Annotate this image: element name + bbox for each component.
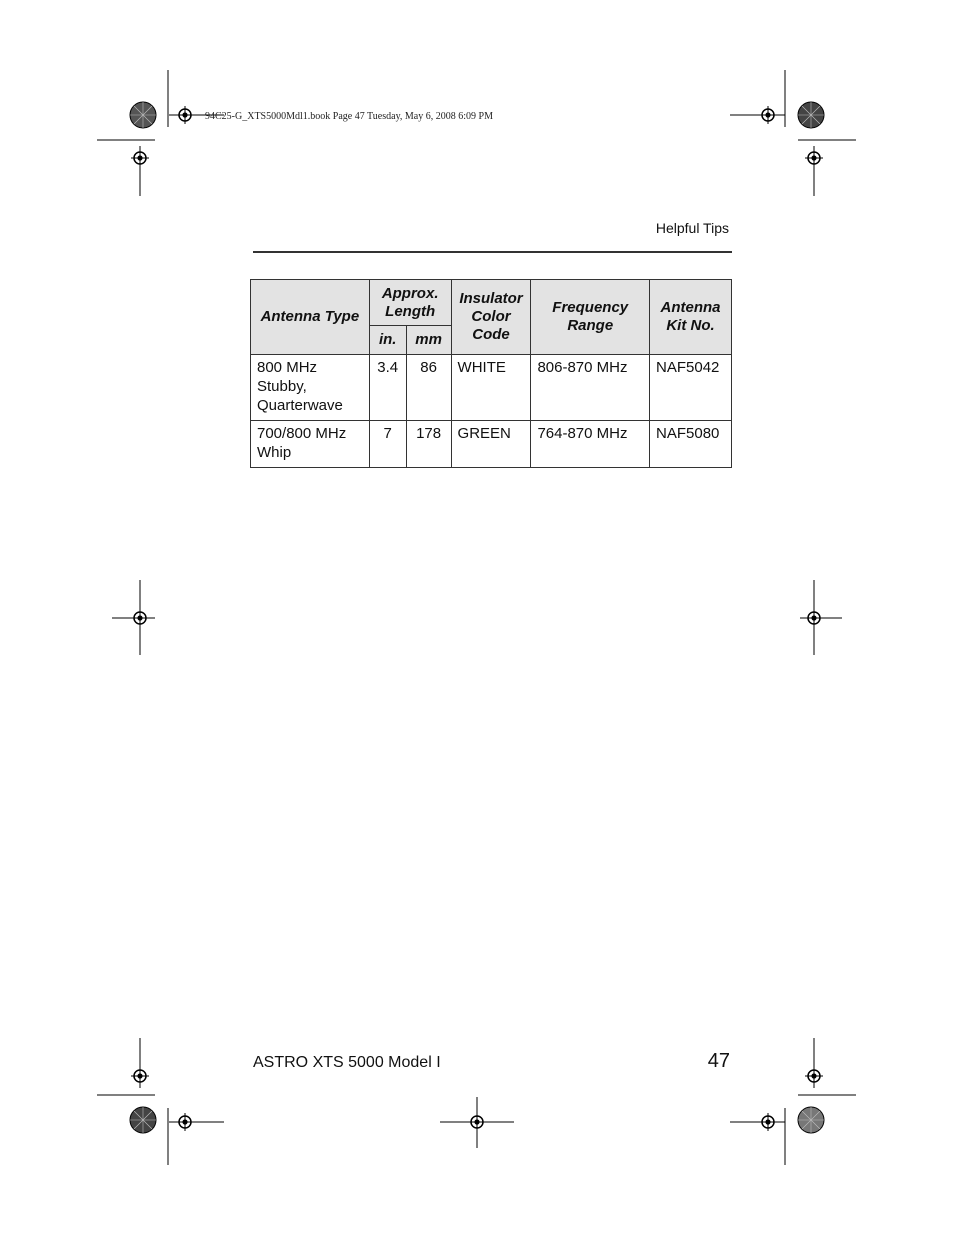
footer-title: ASTRO XTS 5000 Model I (253, 1054, 441, 1071)
header-frequency-range: Frequency Range (531, 280, 650, 355)
running-head: Helpful Tips (655, 220, 729, 236)
cell-color: GREEN (451, 421, 531, 468)
cell-mm: 178 (406, 421, 451, 468)
antenna-table (250, 279, 732, 468)
cell-antenna-type: 800 MHz Stubby, Quarterwave (251, 355, 370, 421)
header-in: in. (369, 326, 406, 355)
header-antenna-type: Antenna Type (251, 280, 370, 355)
table-row (251, 421, 732, 468)
table-row (251, 355, 732, 421)
cell-color: WHITE (451, 355, 531, 421)
cell-frequency: 806-870 MHz (531, 355, 650, 421)
header-mm: mm (406, 326, 451, 355)
cell-kit: NAF5080 (650, 421, 732, 468)
print-info: 94C25-G_XTS5000Mdl1.book Page 47 Tuesday, May 6, 2008 6:09 PM (205, 111, 493, 122)
cell-antenna-type: 700/800 MHz Whip (251, 421, 370, 468)
cell-in: 7 (369, 421, 406, 468)
cell-kit: NAF5042 (650, 355, 732, 421)
header-antenna-kit-no: Antenna Kit No. (650, 280, 732, 355)
header-approx-length: Approx. Length (369, 280, 451, 326)
header-insulator-color-code: Insulator Color Code (451, 280, 531, 355)
header-rule (253, 251, 732, 253)
cell-mm: 86 (406, 355, 451, 421)
cell-frequency: 764-870 MHz (531, 421, 650, 468)
page-number: 47 (707, 1050, 730, 1072)
cell-in: 3.4 (369, 355, 406, 421)
